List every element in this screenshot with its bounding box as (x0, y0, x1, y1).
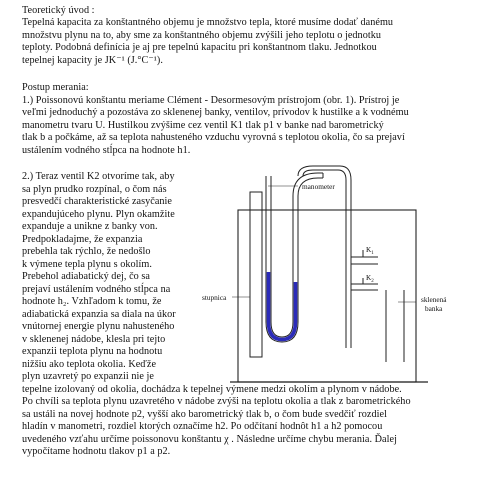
step2-line: vnútornej energie plynu nahusteného (22, 321, 175, 332)
intro-line: teploty. Podobná definícia je aj pre tepelnú kapacitu pri konštantnom tlaku. Jednotkou (22, 42, 377, 53)
step1-line: veľmi jednoduchý a pozostáva zo sklenenej banky, ventilov, prívodov k hustilke a k vodnému (22, 107, 409, 118)
step2-line: sa ustáli na novej hodnote p2, vyšší ako barometrický tlak b, o čom bude svedčiť rozdiel (22, 408, 387, 420)
step2-line: 2.) Teraz ventil K2 otvoríme tak, aby (22, 171, 175, 182)
step2-line: tepelne izolovaný od okolia, dochádza k tepelnej výmene medzi okolím a plynom v nádobe. (22, 383, 402, 395)
step2-line: uvedeného vzťahu určíme poissonovu konštantu χ . Následne určíme chybu merania. Ďalej (22, 433, 397, 445)
step2-line: hodnote h₂. Vzhľadom k tomu, že (22, 296, 162, 307)
step1-line: manometru tvaru U. Hustilkou zvýšime cez ventil K1 tlak p1 v banke nad barometrický (22, 119, 384, 131)
intro-line: Tepelná kapacita za konštantného objemu je množstvo tepla, ktoré musíme dodať danému (22, 17, 394, 28)
step2-line: Predpokladajme, že expanzia (22, 233, 143, 245)
intro-line: množstvu plynu na to, aby sme za konštantného objemu zvýšili jeho teplotu o jednotku (22, 29, 382, 41)
glass-flask (238, 210, 416, 382)
step2-line: Prebehol adiabatický dej, čo sa (22, 271, 150, 282)
step2-line: k výmene tepla plynu s okolím. (22, 258, 152, 270)
manometer-scale (250, 192, 262, 357)
step2-line: hladín v manometri, rozdiel ktorých označíme h2. Po odčítaní hodnôt h1 a h2 pomocou (22, 421, 383, 432)
step2-line: adiabatická expanzia sa diala na úkor (22, 308, 176, 320)
step2-line: v sklenenej nádobe, klesla pri tejto (22, 333, 166, 345)
step2-line: expanduje a unikne z banky von. (22, 221, 158, 232)
label-k1: $K_1$ (366, 245, 374, 256)
step2-line: presvedčí charakteristické zasyčanie (22, 196, 173, 207)
label-banka: banka (425, 304, 443, 313)
step2-line: expandujúceho plynu. Plyn okamžite (22, 208, 175, 220)
label-stupnica: stupnica (202, 293, 227, 302)
step2-line: sa plyn prudko rozpínal, o čom nás (22, 183, 167, 195)
label-manometer: manometer (302, 182, 335, 191)
step2-line: prejaví ustálením vodného stĺpca na (22, 283, 171, 295)
step2-line: Po chvíli sa teplota plynu uzavretého v nádobe zvýši na teplotu okolia a tlak z barometrického (22, 396, 411, 407)
intro-heading: Teoretický úvod : (22, 5, 95, 16)
step2-line: plyn uzavretý po expanzii nie je (22, 371, 155, 382)
step2-line: nižšiu ako teplota okolia. Keďže (22, 358, 157, 370)
step1-line: ustálením vodného stĺpca na hodnote h1. (22, 144, 191, 156)
procedure-heading: Postup merania: (22, 82, 89, 93)
apparatus-diagram (202, 172, 480, 394)
manometer-liquid (269, 272, 296, 340)
intro-line: tepelnej kapacity je JK⁻¹ (J.°C⁻¹). (22, 54, 163, 66)
label-banka: sklenená (421, 295, 447, 304)
step1-line: 1.) Poissonovú konštantu meriame Clément - Desormesovým prístrojom (obr. 1). Prístroj je (22, 94, 400, 106)
label-k2: $K_2$ (366, 273, 374, 284)
step1-line: tlak b a počkáme, až sa teplota nahusteného vzduchu vyrovná s teplotou okolia, čo sa prejaví (22, 132, 405, 143)
step2-line: prebehla tak rýchlo, že nedošlo (22, 246, 151, 257)
step2-line: expanzii teplota plynu na hodnotu (22, 346, 163, 357)
step2-line: vypočítame hodnotu tlakov p1 a p2. (22, 446, 171, 457)
